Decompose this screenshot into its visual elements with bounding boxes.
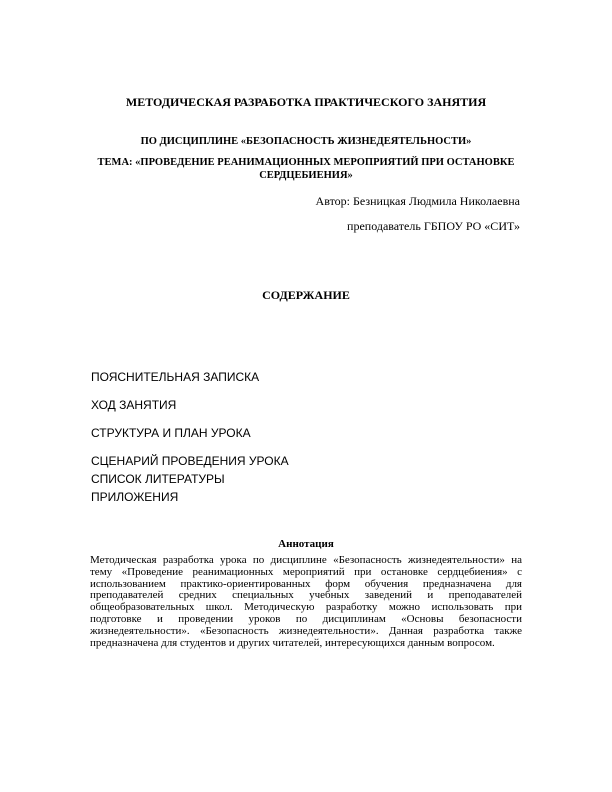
topic-line: ТЕМА: «ПРОВЕДЕНИЕ РЕАНИМАЦИОННЫХ МЕРОПРИЯТИЙ ПРИ ОСТАНОВКЕ СЕРДЦЕБИЕНИЯ» [97,157,515,181]
toc-item: ХОД ЗАНЯТИЯ [91,398,177,412]
toc-item: ПОЯСНИТЕЛЬНАЯ ЗАПИСКА [91,370,260,384]
annotation-text: Методическая разработка урока по дисциплине «Безопасность жизнедеятельности» на тему «Проведение реанимационных мероприятий при остановке сердцебиения» с использованием практико-ориентированных форм обучения предназначена для преподавателей средних специальных учебных заведений и преподавателей общеобразовательных школ. Методическую разработку можно использовать при подготовке и проведении уроков по дисциплинам «Основы безопасности жизнедеятельности». «Безопасность жизнедеятельности». Данная разработка также предназначена для студентов и других читателей, интересующихся данным вопросом. [90,554,522,649]
author-line: Автор: Безницкая Людмила Николаевна [315,194,520,208]
annotation-heading: Аннотация [278,538,334,550]
toc-item: ПРИЛОЖЕНИЯ [91,490,179,504]
toc-item: СЦЕНАРИЙ ПРОВЕДЕНИЯ УРОКА [91,454,289,468]
toc-item: СПИСОК ЛИТЕРАТУРЫ [91,472,225,486]
discipline-line: ПО ДИСЦИПЛИНЕ «БЕЗОПАСНОСТЬ ЖИЗНЕДЕЯТЕЛЬНОСТИ» [140,136,472,147]
author-position: преподаватель ГБПОУ РО «СИТ» [347,219,520,233]
toc-item: СТРУКТУРА И ПЛАН УРОКА [91,426,251,440]
contents-heading: СОДЕРЖАНИЕ [262,288,350,302]
document-title: МЕТОДИЧЕСКАЯ РАЗРАБОТКА ПРАКТИЧЕСКОГО ЗАНЯТИЯ [125,95,487,109]
